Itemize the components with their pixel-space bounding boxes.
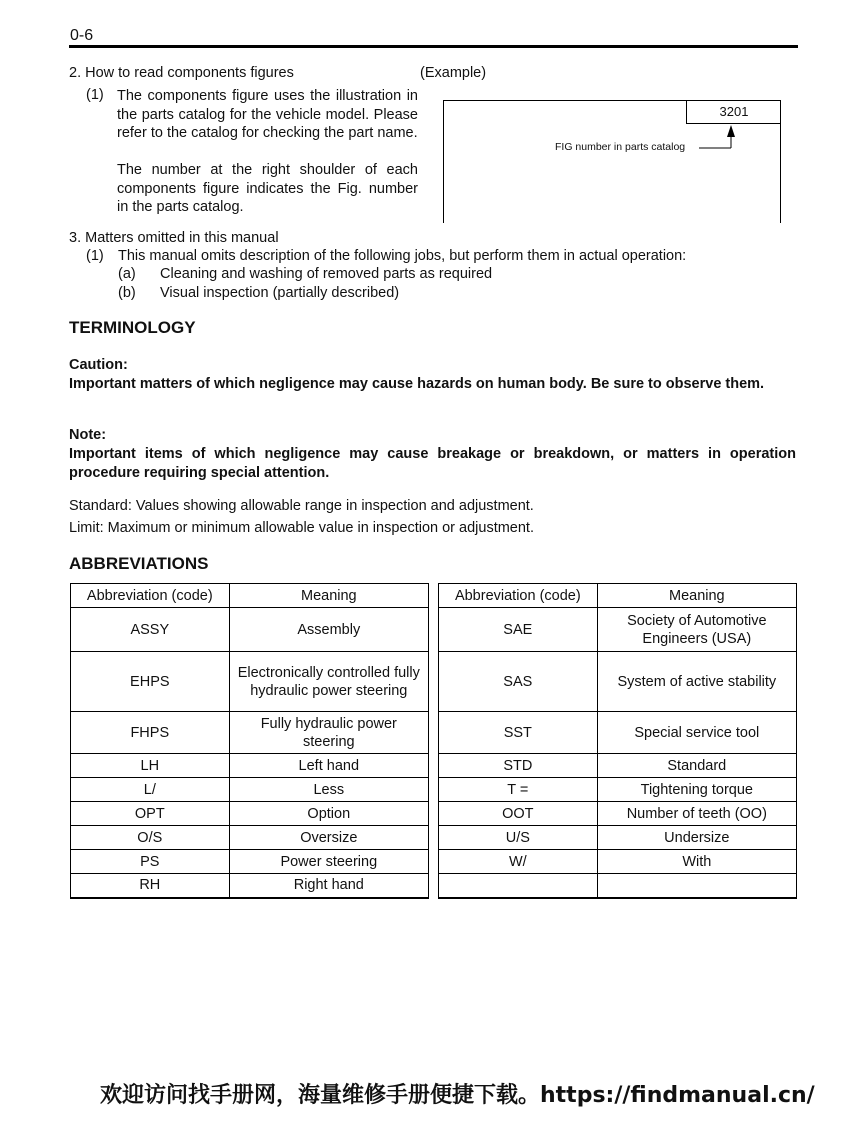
table-row [71, 826, 429, 850]
components-paragraph-2: The number at the right shoulder of each components figure indicates the Fig. number in the parts catalog. [117, 162, 418, 215]
abbreviations-table-right [438, 583, 797, 899]
meaning-cell: Tightening torque [597, 778, 796, 802]
meaning-cell: Electronically controlled fully hydraulic power steering [229, 652, 428, 712]
sub-text: Cleaning and washing of removed parts as required [160, 266, 493, 282]
fig-number-label: FIG number in parts catalog [555, 141, 686, 153]
components-paragraph-1: The components figure uses the illustration in the parts catalog for the vehicle model. Please refer to the catalog for checking the part name. [117, 88, 418, 141]
abbreviations-heading: ABBREVIATIONS [69, 554, 209, 573]
table-row [71, 802, 429, 826]
table-row [71, 608, 429, 652]
terminology-heading: TERMINOLOGY [69, 318, 196, 337]
abbreviation-cell: L/ [71, 778, 230, 802]
caution-label: Caution: [69, 357, 128, 373]
column-header: Abbreviation (code) [439, 584, 598, 608]
watermark-footer: 欢迎访问找手册网，海量维修手册便捷下载。https://findmanual.cn/ [100, 1083, 815, 1108]
table-row [71, 778, 429, 802]
table-row [439, 826, 797, 850]
abbreviation-cell: STD [439, 754, 598, 778]
table-row [439, 754, 797, 778]
table-row [71, 712, 429, 754]
note-text: Important items of which negligence may cause breakage or breakdown, or matters in operation procedure requiring special attention. [69, 446, 796, 481]
abbreviation-cell: T = [439, 778, 598, 802]
note-label: Note: [69, 427, 107, 443]
sub-text: Visual inspection (partially described) [160, 285, 400, 301]
item-number: (1) [86, 87, 104, 103]
example-label: (Example) [420, 65, 487, 81]
meaning-cell [597, 874, 796, 898]
caution-text: Important matters of which negligence may cause hazards on human body. Be sure to observe them. [69, 376, 765, 392]
meaning-cell: Assembly [229, 608, 428, 652]
abbreviation-cell: FHPS [71, 712, 230, 754]
abbreviation-cell: SAS [439, 652, 598, 712]
table-row [439, 652, 797, 712]
table-row [439, 778, 797, 802]
column-header: Meaning [229, 584, 428, 608]
abbreviation-cell [439, 874, 598, 898]
abbreviation-cell: W/ [439, 850, 598, 874]
abbreviation-cell: PS [71, 850, 230, 874]
meaning-cell: Society of Automotive Engineers (USA) [597, 608, 796, 652]
meaning-cell: Option [229, 802, 428, 826]
table-row [439, 802, 797, 826]
abbreviation-cell: OOT [439, 802, 598, 826]
omitted-text: This manual omits description of the following jobs, but perform them in actual operation: [118, 248, 687, 264]
standard-definition: Standard: Values showing allowable range in inspection and adjustment. [69, 498, 534, 514]
abbreviation-cell: ASSY [71, 608, 230, 652]
table-row [439, 712, 797, 754]
meaning-cell: Less [229, 778, 428, 802]
meaning-cell: With [597, 850, 796, 874]
arrow-icon [699, 123, 739, 153]
abbreviation-cell: EHPS [71, 652, 230, 712]
abbreviation-cell: U/S [439, 826, 598, 850]
table-row [439, 874, 797, 898]
table-row [71, 874, 429, 898]
table-row [71, 850, 429, 874]
meaning-cell: System of active stability [597, 652, 796, 712]
meaning-cell: Oversize [229, 826, 428, 850]
abbreviation-cell: RH [71, 874, 230, 898]
abbreviation-cell: OPT [71, 802, 230, 826]
meaning-cell: Power steering [229, 850, 428, 874]
page-number: 0-6 [70, 27, 94, 44]
meaning-cell: Standard [597, 754, 796, 778]
table-row [71, 754, 429, 778]
fig-number-box: 3201 [686, 101, 781, 124]
table-row [71, 652, 429, 712]
section-3-title: 3. Matters omitted in this manual [69, 230, 279, 246]
example-figure [443, 100, 781, 223]
abbreviations-table-left [70, 583, 429, 899]
meaning-cell: Special service tool [597, 712, 796, 754]
sub-key: (b) [118, 285, 136, 301]
abbreviation-cell: SST [439, 712, 598, 754]
sub-key: (a) [118, 266, 136, 282]
meaning-cell: Left hand [229, 754, 428, 778]
column-header: Abbreviation (code) [71, 584, 230, 608]
table-row [439, 608, 797, 652]
meaning-cell: Right hand [229, 874, 428, 898]
abbreviation-cell: LH [71, 754, 230, 778]
meaning-cell: Number of teeth (OO) [597, 802, 796, 826]
meaning-cell: Undersize [597, 826, 796, 850]
table-row [439, 850, 797, 874]
section-2-title: 2. How to read components figures [69, 65, 294, 81]
item-number: (1) [86, 248, 104, 264]
meaning-cell: Fully hydraulic power steering [229, 712, 428, 754]
column-header: Meaning [597, 584, 796, 608]
limit-definition: Limit: Maximum or minimum allowable value in inspection or adjustment. [69, 520, 534, 536]
header-rule [69, 45, 798, 48]
abbreviation-cell: SAE [439, 608, 598, 652]
abbreviation-cell: O/S [71, 826, 230, 850]
